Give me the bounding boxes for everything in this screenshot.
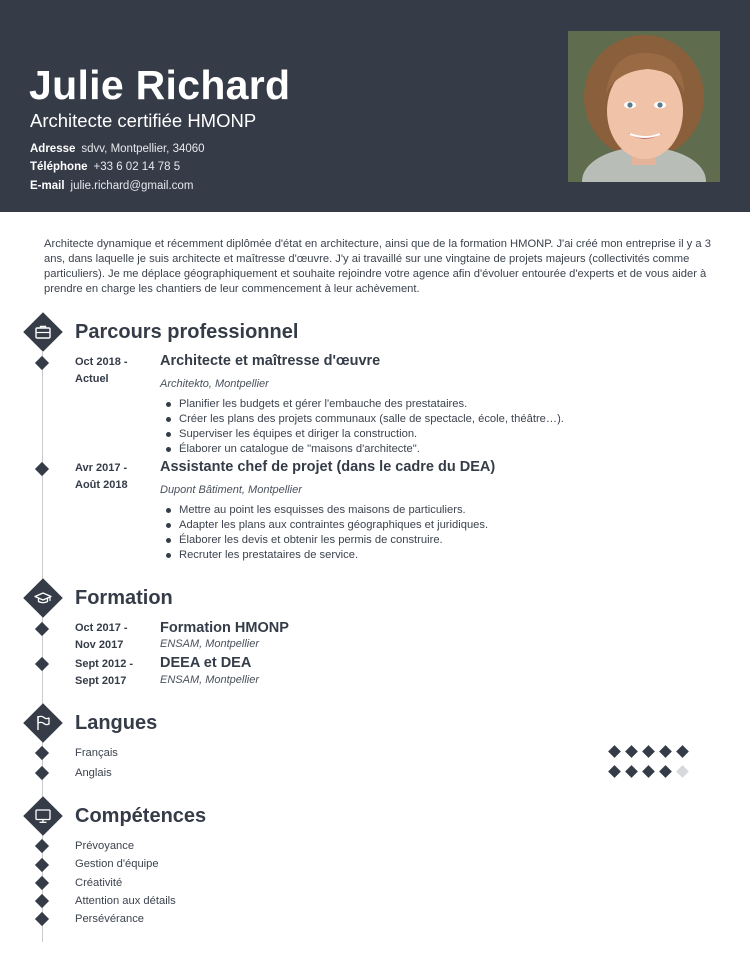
list-item: Recruter les prestataires de service. <box>179 548 488 563</box>
education-2-date-end: Sept 2017 <box>75 674 127 687</box>
profile-photo <box>568 31 720 182</box>
list-item: Mettre au point les esquisses des maisons de particuliers. <box>179 503 488 518</box>
experience-2-date <box>75 460 128 493</box>
education-2-school: ENSAM, Montpellier <box>160 674 260 686</box>
rating-diamond-filled <box>659 765 672 778</box>
experience-2-date-end: Août 2018 <box>75 478 128 491</box>
experience-2-title: Assistante chef de projet (dans le cadre du DEA) <box>160 459 496 475</box>
candidate-title: Architecte certifiée HMONP <box>30 110 257 131</box>
timeline-marker <box>35 876 49 890</box>
candidate-name: Julie Richard <box>29 62 291 108</box>
timeline-marker <box>35 839 49 853</box>
experience-1-company: Architekto, Montpellier <box>160 378 269 390</box>
profile-summary: Architecte dynamique et récemment diplômée d'état en architecture, ainsi que de la formation HMONP. J'ai créé mon entreprise il y a 3 ans, dans laquelle je suis architecte et maîtresse d'œuvre. J'y ai travaillé sur une vingtaine de projets majeurs (collectivités comme particuliers). Je me déplace géographiquement et souhaite rejoindre votre agence afin d'évoluer entourée d'experts et de vous aider à prendre en charge les chantiers de leur commencement à leur achèvement. <box>44 238 711 295</box>
experience-2-company: Dupont Bâtiment, Montpellier <box>160 484 302 496</box>
education-1-school: ENSAM, Montpellier <box>160 638 260 650</box>
list-item: Adapter les plans aux contraintes géographiques et juridiques. <box>179 519 489 531</box>
contact-email <box>30 179 193 193</box>
timeline-marker <box>35 912 49 926</box>
graduation-cap-icon <box>24 579 62 617</box>
timeline-marker <box>35 356 49 370</box>
timeline-marker <box>35 894 49 908</box>
experience-2-date-start: Avr 2017 - <box>75 462 128 474</box>
timeline-marker <box>35 746 49 760</box>
rating-diamond-filled <box>608 745 621 758</box>
contact-email-label: E-mail <box>30 180 65 192</box>
list-item: Superviser les équipes et diriger la construction. <box>179 427 564 442</box>
experience-1-date-start: Oct 2018 - <box>75 356 128 368</box>
skill-4: Attention aux détails <box>75 895 176 907</box>
rating-diamond-filled <box>642 745 655 758</box>
experience-1-date <box>75 354 128 387</box>
rating-diamond-empty <box>676 765 689 778</box>
skill-1: Prévoyance <box>75 840 135 852</box>
rating-diamond-filled <box>625 765 638 778</box>
rating-diamond-filled <box>659 745 672 758</box>
monitor-icon <box>24 797 62 835</box>
timeline-line <box>42 352 43 942</box>
briefcase-icon <box>24 313 62 351</box>
contact-phone <box>30 160 180 174</box>
experience-2-tasks <box>179 503 488 563</box>
education-2-title: DEEA et DEA <box>160 655 252 671</box>
timeline-marker <box>35 622 49 636</box>
rating-diamond-filled <box>625 745 638 758</box>
section-title-languages: Langues <box>75 712 158 734</box>
education-2-date-start: Sept 2012 - <box>75 658 134 670</box>
education-1-date <box>75 620 128 653</box>
list-item: Élaborer les devis et obtenir les permis de construire. <box>179 533 488 548</box>
contact-phone-label: Téléphone <box>30 161 88 173</box>
education-2-date <box>75 656 133 689</box>
contact-email-value[interactable]: julie.richard@gmail.com <box>70 180 194 192</box>
timeline-marker <box>35 462 49 476</box>
rating-diamond-filled <box>608 765 621 778</box>
experience-1-date-end: Actuel <box>75 372 109 385</box>
rating-diamond-filled <box>642 765 655 778</box>
list-item: Créer les plans des projets communaux (salle de spectacle, école, théâtre…). <box>179 413 564 425</box>
skill-3: Créativité <box>75 877 123 889</box>
contact-address-value: sdvv, Montpellier, 34060 <box>81 143 205 155</box>
section-title-experience: Parcours professionnel <box>75 321 299 343</box>
contact-address <box>30 142 205 156</box>
timeline-marker <box>35 657 49 671</box>
language-2-name: Anglais <box>75 767 112 779</box>
education-1-title: Formation HMONP <box>160 620 289 636</box>
timeline-marker <box>35 766 49 780</box>
contact-address-label: Adresse <box>30 143 76 155</box>
skill-2: Gestion d'équipe <box>75 858 159 870</box>
experience-1-tasks <box>179 397 564 457</box>
section-title-skills: Compétences <box>75 805 207 827</box>
experience-1-title: Architecte et maîtresse d'œuvre <box>160 353 381 369</box>
education-1-date-start: Oct 2017 - <box>75 622 128 634</box>
contact-phone-value: +33 6 02 14 78 5 <box>93 161 181 173</box>
list-item: Élaborer un catalogue de "maisons d'architecte". <box>179 442 564 457</box>
language-1-name: Français <box>75 747 118 759</box>
timeline-marker <box>35 858 49 872</box>
education-1-date-end: Nov 2017 <box>75 638 124 651</box>
rating-diamond-filled <box>676 745 689 758</box>
resume-header <box>0 0 750 212</box>
flag-icon <box>24 704 62 742</box>
list-item: Planifier les budgets et gérer l'embauche des prestataires. <box>179 397 564 412</box>
skill-5: Persévérance <box>75 913 145 925</box>
section-title-education: Formation <box>75 587 173 609</box>
